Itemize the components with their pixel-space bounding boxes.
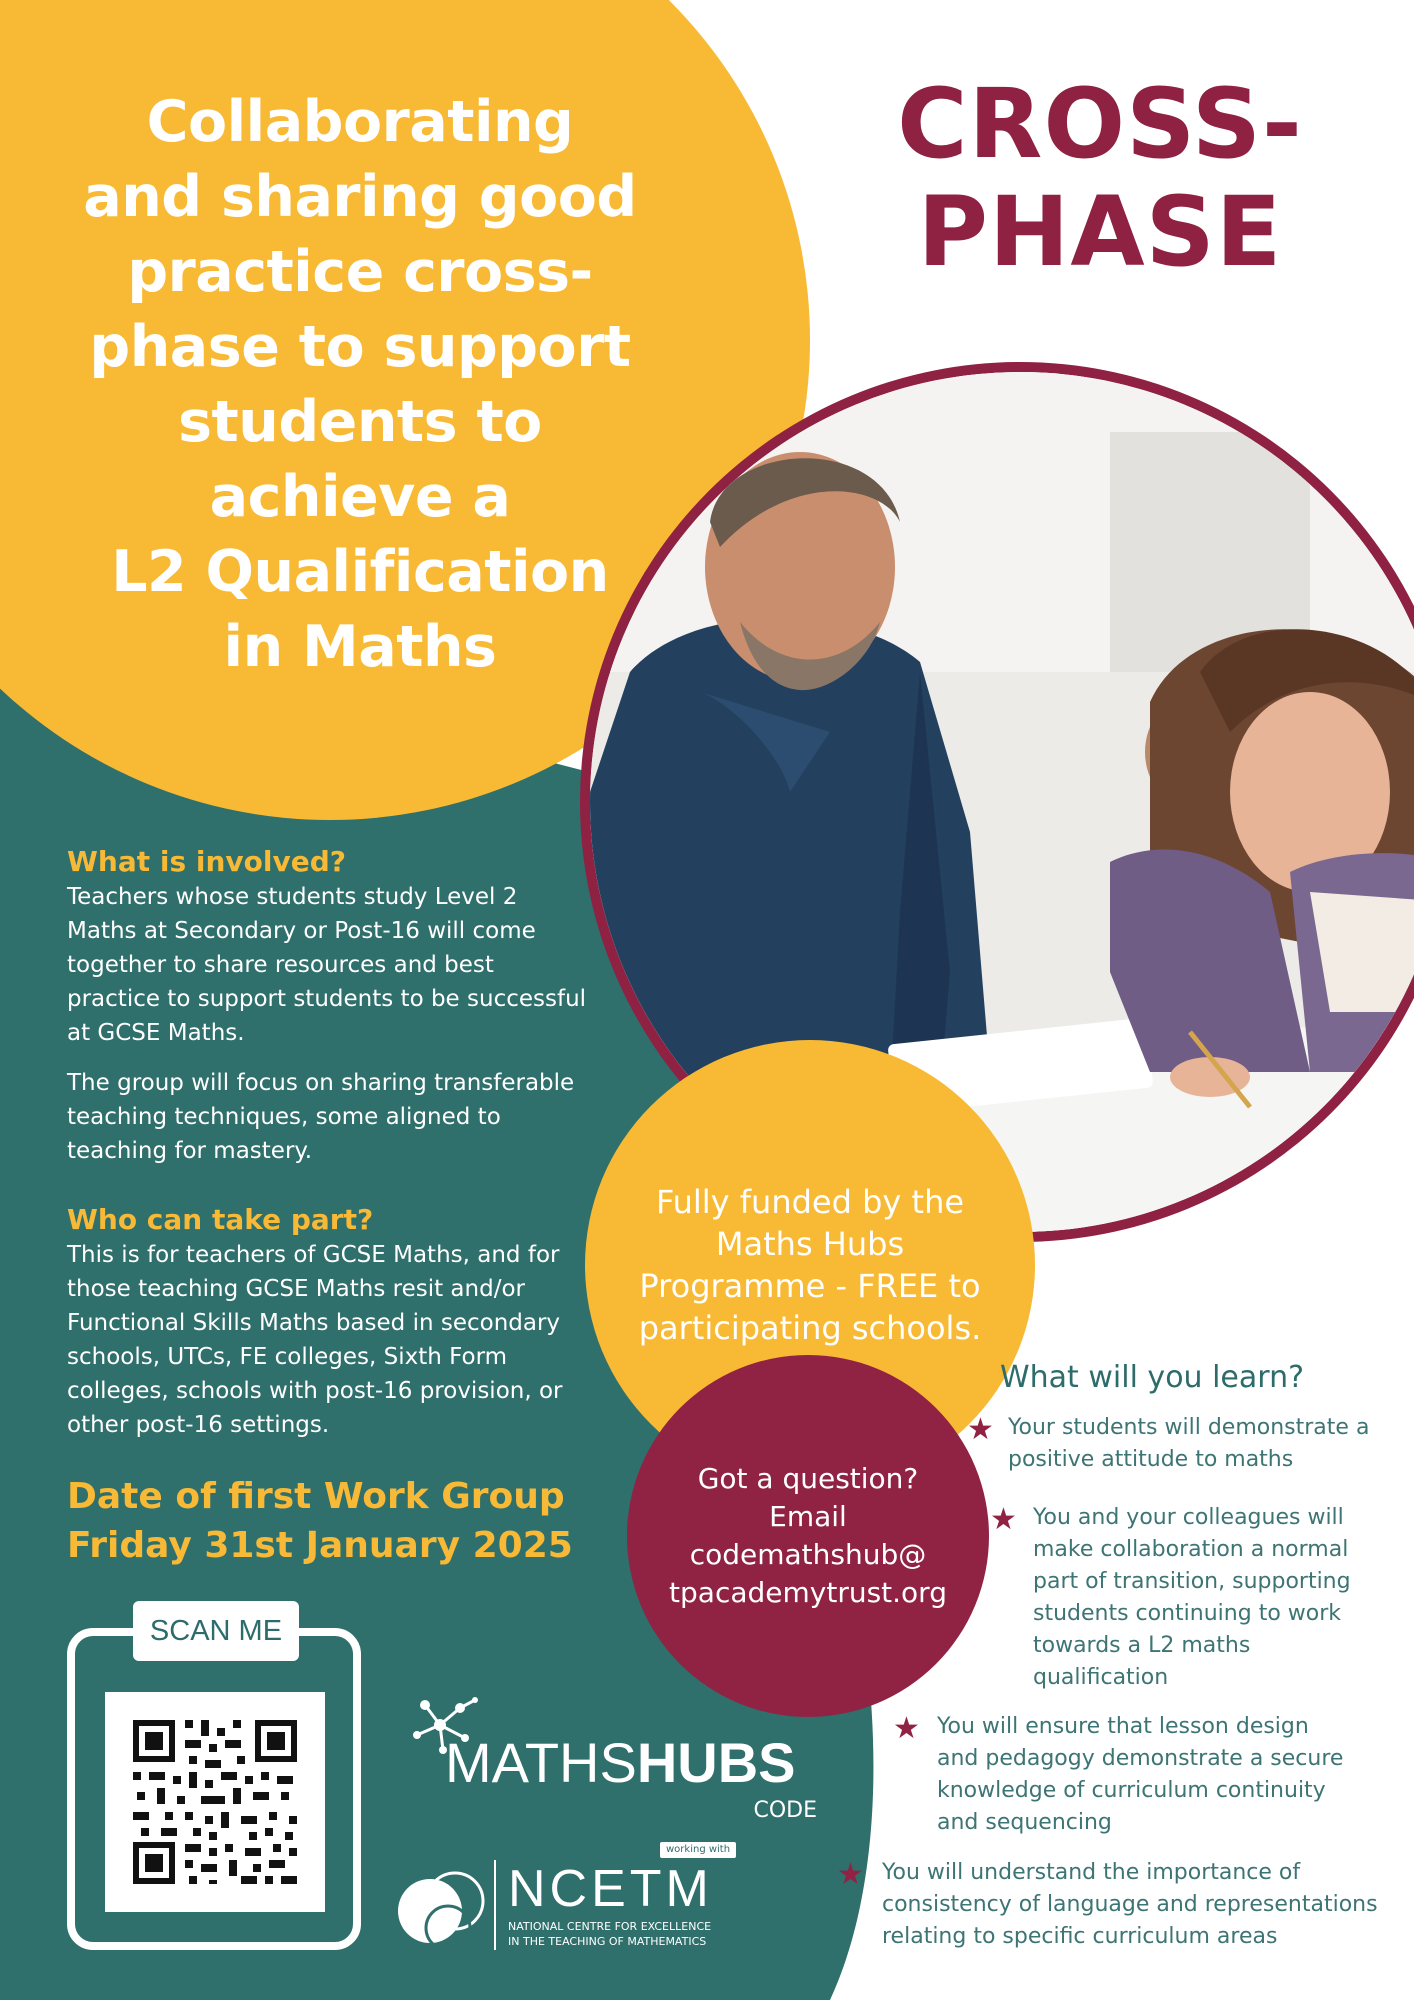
who-section (67, 1202, 587, 1442)
learn-item-4 (837, 1857, 1397, 1953)
email-label: Email (769, 1500, 847, 1533)
who-paragraph: This is for teachers of GCSE Maths, and for those teaching GCSE Maths resit and/or Functional Skills Maths based in secondary schools, UTCs, FE colleges, Sixth Form colleges, schools with post-16 provision, or other post-16 settings. (67, 1242, 563, 1438)
working-with-tag: working with (660, 1842, 736, 1858)
maths-hubs-sub: CODE (753, 1798, 817, 1823)
learn-item-2 (990, 1502, 1360, 1694)
ncetm-circles-icon (390, 1856, 500, 1966)
learn-heading: What will you learn? (1000, 1360, 1305, 1395)
ncetm-fullname-1: NATIONAL CENTRE FOR EXCELLENCE (508, 1920, 712, 1933)
poster-headline: Collaborating and sharing good practice cross- phase to support students to achieve a L2 Qualification in Maths (83, 89, 637, 680)
learn-item-text: Your students will demonstrate a positive attitude to maths (1008, 1415, 1370, 1472)
maths-hubs-logo (405, 1690, 825, 1830)
ncetm-logo (390, 1838, 740, 1958)
question-label: Got a question? (697, 1462, 919, 1495)
involved-section (67, 844, 587, 1168)
title-line-1: CROSS- (897, 68, 1303, 180)
learn-item-3 (893, 1711, 1353, 1839)
star-icon: ★ (990, 1502, 1017, 1537)
who-heading: Who can take part? (67, 1203, 374, 1236)
first-work-group-date (67, 1472, 573, 1570)
learn-item-1 (967, 1412, 1390, 1476)
ncetm-wordmark: NCETM (508, 1860, 713, 1918)
ncetm-fullname-2: IN THE TEACHING OF MATHEMATICS (508, 1935, 707, 1948)
learn-item-text: You will understand the importance of consistency of language and representations relating to specific curriculum areas (882, 1860, 1378, 1949)
involved-paragraph-2: The group will focus on sharing transferable teaching techniques, some aligned to teaching for mastery. (67, 1070, 575, 1164)
email-address-part-2[interactable]: tpacademytrust.org (669, 1576, 947, 1609)
date-value: Friday 31st January 2025 (67, 1525, 573, 1566)
scan-me-label: SCAN ME (133, 1601, 299, 1661)
maths-hubs-wordmark: MATHSHUBS (445, 1731, 796, 1794)
email-address-part-1[interactable]: codemathshub@ (689, 1538, 927, 1571)
title-line-2: PHASE (917, 176, 1283, 288)
learn-item-text: You and your colleagues will make collaboration a normal part of transition, supporting students continuing to work towards a L2 maths qualification (1033, 1505, 1351, 1690)
star-icon: ★ (893, 1711, 920, 1746)
learn-item-text: You will ensure that lesson design and pedagogy demonstrate a secure knowledge of curriculum continuity and sequencing (937, 1714, 1344, 1835)
involved-heading: What is involved? (67, 845, 347, 878)
star-icon: ★ (967, 1412, 994, 1447)
qr-code[interactable] (105, 1692, 325, 1912)
logo-divider (494, 1860, 496, 1950)
involved-paragraph-1: Teachers whose students study Level 2 Maths at Secondary or Post-16 will come together to share resources and best practice to support students to be successful at GCSE Maths. (67, 884, 587, 1046)
funding-text: Fully funded by the Maths Hubs Programme - FREE to participating schools. (638, 1183, 982, 1347)
cross-phase-title (820, 70, 1380, 286)
star-icon: ★ (837, 1857, 864, 1892)
contact-circle (627, 1355, 989, 1717)
date-label: Date of first Work Group (67, 1476, 565, 1517)
